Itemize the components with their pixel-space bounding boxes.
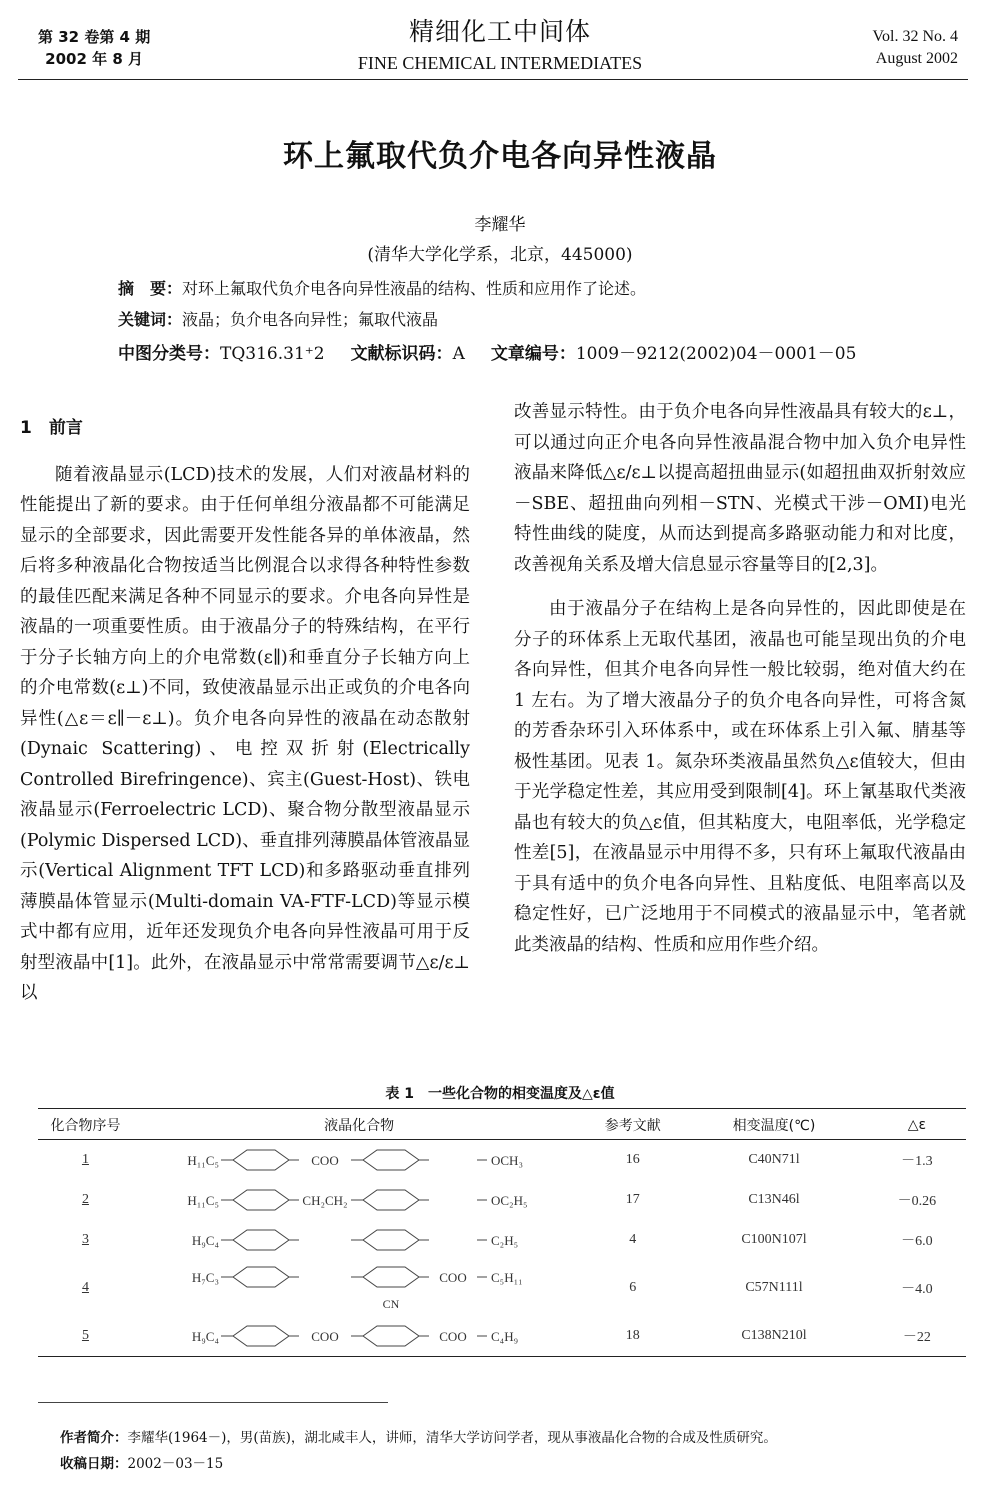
reference-cell: 6 bbox=[629, 1280, 637, 1295]
table-1 bbox=[38, 1108, 966, 1357]
dielectric-anisotropy-cell: －22 bbox=[868, 1316, 966, 1357]
journal-name-en: FINE CHEMICAL INTERMEDIATES bbox=[357, 53, 643, 73]
author-bio-text: 李耀华(1964－)，男(苗族)，湖北咸丰人，讲师，清华大学访问学者，现从事液晶化合物的合成及性质研究。 bbox=[127, 1430, 777, 1446]
date-en: August 2002 bbox=[875, 50, 958, 67]
benzene-ring-icon bbox=[363, 1326, 419, 1346]
column-header: 液晶化合物 bbox=[133, 1109, 585, 1140]
alkyl-group-left: H₉C₄ bbox=[191, 1233, 220, 1248]
benzene-ring-icon bbox=[363, 1267, 419, 1287]
dielectric-anisotropy-cell: －0.26 bbox=[897, 1194, 937, 1209]
reference-cell: 18 bbox=[585, 1316, 680, 1357]
table-row bbox=[38, 1316, 966, 1357]
dielectric-anisotropy-cell: －4.0 bbox=[901, 1282, 933, 1297]
table-row bbox=[38, 1220, 966, 1260]
dielectric-anisotropy-cell: －1.3 bbox=[901, 1154, 933, 1169]
column-header: 化合物序号 bbox=[38, 1109, 133, 1140]
compound-number-cell: 5 bbox=[38, 1316, 133, 1357]
linking-group: CH₂CH₂ bbox=[302, 1193, 348, 1208]
keywords-label: 关键词： bbox=[118, 310, 183, 329]
phase-temperature-cell: C57N111l bbox=[745, 1280, 803, 1295]
molecule-structure bbox=[149, 1262, 569, 1314]
compound-number-cell: 1 bbox=[81, 1152, 89, 1167]
linking-group: COO bbox=[439, 1270, 467, 1285]
paragraph-continued: 改善显示特性。由于负介电各向异性液晶具有较大的ε⊥，可以通过向正介电各向异性液晶混合物中加入负介电异性液晶来降低△ε/ε⊥以提高超扭曲显示(如超扭曲双折射效应－SBE、超扭曲向列相－STN、光模式干涉－OMI)电光特性曲线的陡度，从而达到提高多路驱动能力和对比度，改善视角关系及增大信息显示容量等目的[2,3]。 bbox=[514, 402, 966, 575]
structure-cell bbox=[133, 1140, 585, 1181]
data-table bbox=[38, 1108, 966, 1357]
molecule-structure bbox=[149, 1321, 569, 1351]
dielectric-anisotropy-cell: －6.0 bbox=[901, 1234, 933, 1249]
paragraph: 由于液晶分子在结构上是各向异性的，因此即使是在分子的环体系上无取代基团，液晶也可能呈现出负的介电各向异性，但其介电各向异性一般比较弱，绝对值大约在 1 左右。为了增大液晶分子的负介电各向异性，可将含氮的芳香杂环引入环体系中，或在环体系上引入氟、腈基等极性基团。见表 1。氮杂环类液晶虽然负△ε值较大，但由于光学稳定性差，其应用受到限制[4]。环上氰基取代类液晶也有较大的负△ε值，但其粘度大，电阻率低，光学稳定性差[5]，在液晶显示中用得不多，只有环上氟取代液晶由于具有适中的负介电各向异性、且粘度低、电阻率高以及稳定性好，已广泛地用于不同模式的液晶显示中，笔者就此类液晶的结构、性质和应用作些介绍。 bbox=[514, 599, 966, 955]
received-value: 2002－03－15 bbox=[127, 1456, 224, 1472]
compound-number-cell: 3 bbox=[81, 1232, 89, 1247]
keywords bbox=[118, 307, 438, 330]
reference-cell: 16 bbox=[625, 1152, 640, 1167]
alkyl-group-left: H₇C₃ bbox=[191, 1270, 220, 1285]
phase-temperature-cell: C40N71l bbox=[748, 1152, 800, 1167]
doc-code-label: 文献标识码： bbox=[350, 344, 453, 364]
phase-temperature-cell: C100N107l bbox=[741, 1232, 807, 1247]
cyclohexane-ring-icon bbox=[233, 1267, 289, 1287]
cyclohexane-ring-icon bbox=[233, 1230, 289, 1250]
molecule-structure bbox=[149, 1145, 569, 1175]
paragraph: 随着液晶显示(LCD)技术的发展，人们对液晶材料的性能提出了新的要求。由于任何单组分液晶都不可能满足显示的全部要求，因此需要开发性能各异的单体液晶，然后将多种液晶化合物按适当比例混合以求得各种特性参数的最佳匹配来满足各种不同显示的要求。介电各向异性是液晶的一项重要性质。由于液晶分子的特殊结构，在平行于分子长轴方向上的介电常数(ε∥)和垂直分子长轴方向上的介电常数(ε⊥)不同，致使液晶显示出正或负的介电各向异性(△ε＝ε∥－ε⊥)。负介电各向异性的液晶在动态散射(Dynaic Scattering)、电控双折射(Electrically Controlled Birefringence)、宾主(Guest-Host)、铁电液晶显示(Ferroelectric LCD)、聚合物分散型液晶显示(Polymic Dispersed LCD)、垂直排列薄膜晶体管液晶显示(Vertical Alignment TFT LCD)和多路驱动垂直排列薄膜晶体管显示(Multi-domain VA-FTF-LCD)等显示模式中都有应用，近年还发现负介电各向异性液晶可用于反射型液晶中[1]。此外，在液晶显示中常常需要调节△ε/ε⊥以 bbox=[20, 464, 470, 1003]
journal-name-cn: 精细化工中间体 bbox=[408, 17, 591, 46]
benzene-ring-icon bbox=[363, 1230, 419, 1250]
alkyl-group-right: C₂H₅ bbox=[491, 1233, 519, 1248]
structure-cell bbox=[133, 1260, 585, 1316]
compound-number-cell: 4 bbox=[81, 1280, 89, 1295]
molecule-structure bbox=[149, 1225, 569, 1255]
reference-cell: 17 bbox=[625, 1192, 640, 1207]
column-header: △ε bbox=[868, 1109, 966, 1140]
doc-code-value: A bbox=[452, 344, 465, 364]
alkyl-group-right: OCH₃ bbox=[491, 1153, 524, 1168]
column-header: 参考文献 bbox=[585, 1109, 680, 1140]
volume-cn: 第 32 卷第 4 期 bbox=[38, 28, 151, 46]
section-heading: 1 前言 bbox=[20, 418, 83, 438]
body-column-right bbox=[514, 397, 966, 960]
linking-group: COO bbox=[311, 1153, 339, 1168]
abstract-text: 对环上氟取代负介电各向异性液晶的结构、性质和应用作了论述。 bbox=[182, 279, 647, 298]
alkyl-group-left: H₉C₄ bbox=[191, 1329, 220, 1344]
clc-value: TQ316.31⁺2 bbox=[220, 344, 325, 364]
received-label: 收稿日期： bbox=[60, 1456, 128, 1472]
compound-number-cell: 2 bbox=[81, 1192, 89, 1207]
abstract-label: 摘 要： bbox=[118, 279, 183, 298]
article-no-value: 1009－9212(2002)04－0001－05 bbox=[575, 344, 857, 364]
body-column-left bbox=[20, 413, 470, 1009]
substituent-group: CN bbox=[382, 1297, 400, 1311]
reference-cell: 4 bbox=[629, 1232, 637, 1247]
volume-en: Vol. 32 No. 4 bbox=[872, 28, 958, 45]
article-author: 李耀华 bbox=[474, 215, 526, 235]
table-row bbox=[38, 1260, 966, 1316]
cyclohexane-ring-icon bbox=[233, 1150, 289, 1170]
phase-temperature-cell: C13N46l bbox=[748, 1192, 800, 1207]
alkyl-group-right: OC₂H₅ bbox=[491, 1193, 528, 1208]
benzene-ring-icon bbox=[363, 1190, 419, 1210]
alkyl-group-right: C₅H₁₁ bbox=[491, 1270, 523, 1285]
author-bio bbox=[60, 1426, 777, 1446]
cyclohexane-ring-icon bbox=[233, 1190, 289, 1210]
structure-cell bbox=[133, 1220, 585, 1260]
article-no-label: 文章编号： bbox=[490, 344, 576, 364]
footnote-divider bbox=[38, 1402, 388, 1403]
alkyl-group-left: H₁₁C₅ bbox=[187, 1153, 220, 1168]
linking-group: COO bbox=[439, 1329, 467, 1344]
benzene-ring-icon bbox=[363, 1150, 419, 1170]
alkyl-group-left: H₁₁C₅ bbox=[187, 1193, 220, 1208]
article-affiliation: (清华大学化学系，北京，445000) bbox=[367, 245, 633, 265]
issue-info-en bbox=[873, 26, 959, 70]
journal-name bbox=[0, 16, 1000, 76]
table-row bbox=[38, 1180, 966, 1220]
cyclohexane-ring-icon bbox=[233, 1326, 289, 1346]
date-cn: 2002 年 8 月 bbox=[45, 50, 144, 68]
abstract bbox=[118, 276, 646, 299]
keywords-text: 液晶；负介电各向异性；氟取代液晶 bbox=[182, 310, 439, 329]
table-row bbox=[38, 1140, 966, 1181]
article-title: 环上氟取代负介电各向异性液晶 bbox=[283, 139, 717, 174]
phase-temperature-cell: C138N210l bbox=[680, 1316, 868, 1357]
structure-cell bbox=[133, 1316, 585, 1357]
table-caption: 表 1 一些化合物的相变温度及△ε值 bbox=[385, 1086, 615, 1102]
linking-group: COO bbox=[311, 1329, 339, 1344]
column-header: 相变温度(℃) bbox=[680, 1109, 868, 1140]
received-date bbox=[60, 1452, 223, 1472]
author-bio-label: 作者简介： bbox=[60, 1430, 128, 1446]
alkyl-group-right: C₄H₉ bbox=[491, 1329, 519, 1344]
structure-cell bbox=[133, 1180, 585, 1220]
molecule-structure bbox=[149, 1185, 569, 1215]
clc-label: 中图分类号： bbox=[118, 344, 220, 364]
classification-line bbox=[118, 339, 856, 364]
table-header-row bbox=[38, 1109, 966, 1140]
header-divider bbox=[18, 79, 968, 80]
